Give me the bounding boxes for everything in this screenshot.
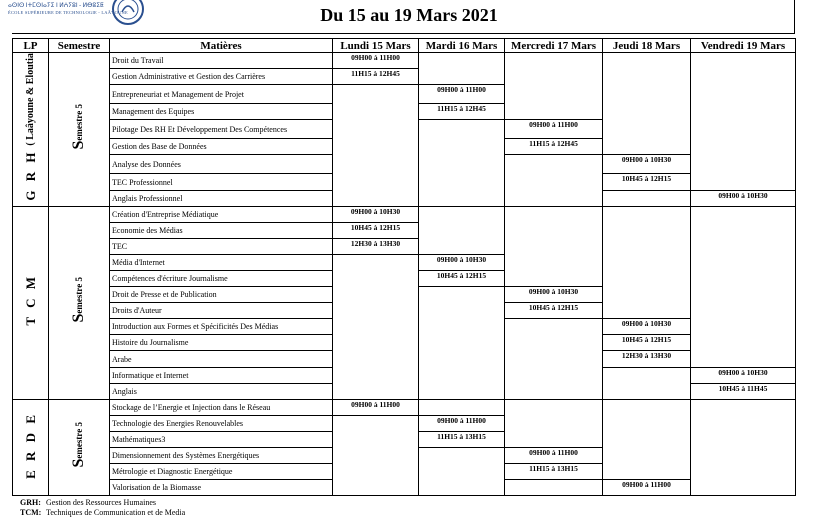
exam-slot: 11H15 à 13H15 — [505, 464, 603, 480]
table-row — [13, 206, 796, 222]
empty-slot — [603, 53, 691, 155]
subject-cell: Anglais — [110, 383, 333, 399]
exam-slot: 09H00 à 11H00 — [505, 120, 603, 139]
subject-cell: Analyse des Données — [110, 155, 333, 174]
empty-slot — [419, 120, 505, 206]
exam-slot: 09H00 à 11H00 — [333, 53, 419, 69]
exam-slot: 09H00 à 10H30 — [691, 190, 796, 206]
empty-slot — [691, 53, 796, 191]
col-semestre: Semestre — [49, 39, 110, 53]
exam-slot: 09H00 à 11H00 — [419, 85, 505, 104]
exam-slot: 10H45 à 12H15 — [603, 335, 691, 351]
subject-cell: Management des Equipes — [110, 104, 333, 120]
empty-slot — [333, 415, 419, 495]
exam-slot: 09H00 à 11H00 — [505, 448, 603, 464]
empty-slot — [505, 206, 603, 286]
exam-slot: 09H00 à 11H00 — [333, 399, 419, 415]
semester-name — [70, 277, 88, 322]
semester-cap: S — [70, 140, 87, 150]
empty-slot — [505, 53, 603, 120]
subject-cell: TEC — [110, 238, 333, 254]
exam-slot: 09H00 à 11H00 — [603, 480, 691, 496]
col-matieres: Matières — [110, 39, 333, 53]
empty-slot — [505, 399, 603, 447]
semester-name — [70, 104, 88, 149]
subject-cell: Stockage de l’Energie et Injection dans le Réseau — [110, 399, 333, 415]
empty-slot — [505, 319, 603, 399]
subject-cell: Arabe — [110, 351, 333, 367]
empty-slot — [333, 85, 419, 206]
lp-sublabel: ( Laâyoune & Eloutia — [24, 53, 36, 146]
exam-slot: 10H45 à 12H15 — [603, 174, 691, 190]
subject-cell: Pilotage Des RH Et Développement Des Compétences — [110, 120, 333, 139]
exam-slot: 12H30 à 13H30 — [603, 351, 691, 367]
table-row — [13, 53, 796, 69]
lp-name — [23, 412, 39, 479]
col-lundi: Lundi 15 Mars — [333, 39, 419, 53]
col-lp: LP — [13, 39, 49, 53]
empty-slot — [419, 287, 505, 400]
semester-cell — [49, 53, 110, 207]
lp-label: E R D E — [22, 411, 38, 479]
subject-cell: Média d'Internet — [110, 254, 333, 270]
empty-slot — [603, 367, 691, 399]
exam-slot: 09H00 à 10H30 — [419, 254, 505, 270]
subject-cell: Gestion des Base de Données — [110, 139, 333, 155]
semester-cap: S — [70, 314, 87, 323]
empty-slot — [603, 206, 691, 319]
exam-slot: 09H00 à 10H30 — [603, 155, 691, 174]
subject-cell: Economie des Médias — [110, 222, 333, 238]
subject-cell: Introduction aux Formes et Spécificités Des Médias — [110, 319, 333, 335]
exam-slot: 11H15 à 12H45 — [333, 69, 419, 85]
subject-cell: Gestion Administrative et Gestion des Carrières — [110, 69, 333, 85]
empty-slot — [603, 190, 691, 206]
col-jeudi: Jeudi 18 Mars — [603, 39, 691, 53]
col-mardi: Mardi 16 Mars — [419, 39, 505, 53]
header-row — [13, 39, 796, 53]
subject-cell: Histoire du Journalisme — [110, 335, 333, 351]
page-title: Du 15 au 19 Mars 2021 — [320, 5, 498, 25]
table-row — [13, 399, 796, 415]
legend-item: GRH: Gestion des Ressources Humaines — [20, 498, 156, 507]
exam-slot: 10H45 à 12H15 — [333, 222, 419, 238]
empty-slot — [691, 399, 796, 496]
empty-slot — [505, 155, 603, 206]
semester-rest: emestre 5 — [74, 277, 84, 315]
empty-slot — [419, 206, 505, 254]
semester-name — [70, 422, 88, 467]
exam-slot: 10H45 à 11H45 — [691, 383, 796, 399]
semester-rest: emestre 5 — [74, 422, 84, 459]
empty-slot — [691, 206, 796, 367]
subject-cell: Anglais Professionnel — [110, 190, 333, 206]
subject-cell: Droits d'Auteur — [110, 303, 333, 319]
empty-slot — [505, 480, 603, 496]
semester-cap: S — [70, 458, 87, 468]
subject-cell: Mathématiques3 — [110, 431, 333, 447]
empty-slot — [419, 448, 505, 496]
lp-label: T C M — [22, 274, 38, 326]
col-vendredi: Vendredi 19 Mars — [691, 39, 796, 53]
lp-label: G R H — [22, 149, 38, 201]
exam-slot: 10H45 à 12H15 — [419, 271, 505, 287]
subject-cell: Métrologie et Diagnostic Energétique — [110, 464, 333, 480]
lp-name — [23, 53, 39, 201]
subject-cell: TEC Professionnel — [110, 174, 333, 190]
subject-cell: Dimensionnement des Systèmes Energétiques — [110, 448, 333, 464]
exam-schedule-table — [12, 38, 796, 496]
exam-slot: 11H15 à 13H15 — [419, 431, 505, 447]
subject-cell: Droit de Presse et de Publication — [110, 287, 333, 303]
lp-cell — [13, 399, 49, 496]
semester-cell — [49, 399, 110, 496]
lp-cell — [13, 206, 49, 399]
empty-slot — [603, 399, 691, 479]
subject-cell: Création d'Entreprise Médiatique — [110, 206, 333, 222]
exam-slot: 10H45 à 12H15 — [505, 303, 603, 319]
lp-name — [23, 274, 39, 326]
subject-cell: Droit du Travail — [110, 53, 333, 69]
subject-cell: Valorisation de la Biomasse — [110, 480, 333, 496]
logo-text-french: ÉCOLE SUPÉRIEURE DE TECHNOLOGIE - LAÂYOUNE — [8, 10, 128, 15]
subject-cell: Compétences d'écriture Journalisme — [110, 271, 333, 287]
exam-slot: 12H30 à 13H30 — [333, 238, 419, 254]
empty-slot — [419, 53, 505, 85]
subject-cell: Entrepreneuriat et Management de Projet — [110, 85, 333, 104]
semester-cell — [49, 206, 110, 399]
semester-rest: emestre 5 — [74, 104, 84, 141]
exam-slot: 09H00 à 11H00 — [419, 415, 505, 431]
col-mercredi: Mercredi 17 Mars — [505, 39, 603, 53]
exam-slot: 11H15 à 12H45 — [505, 139, 603, 155]
empty-slot — [419, 399, 505, 415]
legend-item: TCM: Techniques de Communication et de Media — [20, 508, 186, 517]
lp-cell — [13, 53, 49, 207]
empty-slot — [333, 254, 419, 399]
legend — [20, 498, 185, 518]
exam-slot: 09H00 à 10H30 — [333, 206, 419, 222]
logo-text-tifinagh: ⴰⵙⵏⵙ ⵏⵜⵎⵙⵏⴰⵢⵉ ⵏ ⵍⵄⵢⵓⵏ - ⵍⴱⵓⵉⵟ — [8, 3, 104, 9]
subject-cell: Informatique et Internet — [110, 367, 333, 383]
exam-slot: 11H15 à 12H45 — [419, 104, 505, 120]
exam-slot: 09H00 à 10H30 — [691, 367, 796, 383]
exam-slot: 09H00 à 10H30 — [603, 319, 691, 335]
exam-slot: 09H00 à 10H30 — [505, 287, 603, 303]
subject-cell: Technologie des Energies Renouvelables — [110, 415, 333, 431]
